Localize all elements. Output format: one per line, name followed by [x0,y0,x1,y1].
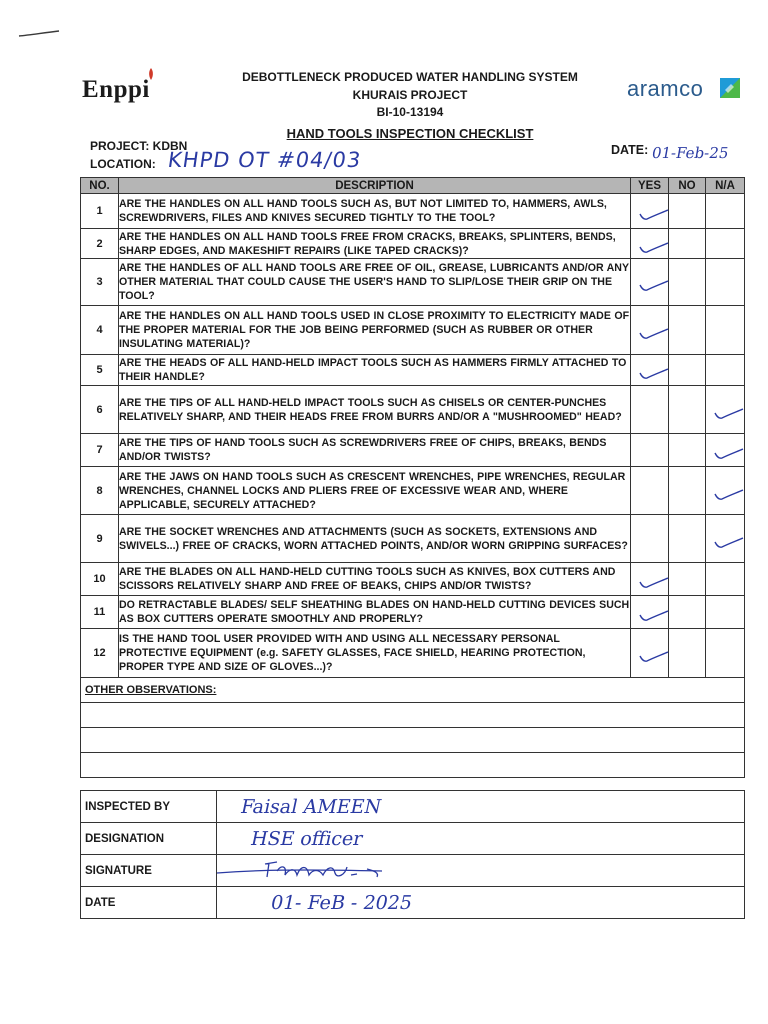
observations-row [81,678,745,703]
yes-cell[interactable] [631,563,669,596]
document-header [200,69,620,142]
checklist-row [81,434,745,467]
aramco-logo: aramco [627,76,703,102]
no-cell[interactable] [669,515,706,563]
yes-cell[interactable] [631,306,669,355]
row-number: 10 [81,563,119,596]
row-description: ARE THE HANDLES ON ALL HAND TOOLS USED IN CLOSE PROXIMITY TO ELECTRICITY MADE OF THE PROPER MATERIAL FOR THE JOB BEING PERFORMED (SUCH AS RUBBER OR OTHER INSULATING MATERIAL)? [119,306,631,355]
na-cell[interactable] [706,563,745,596]
check-mark-icon [712,404,746,422]
location-label: LOCATION: [90,157,156,171]
checklist-row [81,629,745,678]
row-number: 7 [81,434,119,467]
checklist-row [81,596,745,629]
check-mark-icon [637,364,671,382]
na-cell[interactable] [706,434,745,467]
signoff-date-label: DATE [81,887,217,919]
no-cell[interactable] [669,434,706,467]
col-header-no-answer: NO [669,178,706,194]
signature-label: SIGNATURE [81,855,217,887]
row-description: ARE THE SOCKET WRENCHES AND ATTACHMENTS (SUCH AS SOCKETS, EXTENSIONS AND SWIVELS...) FREE OF CRACKS, WORN ATTACHED POINTS, AND/OR WORN GRIPPING SURFACES? [119,515,631,563]
check-mark-icon [637,573,671,591]
row-number: 8 [81,467,119,515]
yes-cell[interactable] [631,629,669,678]
check-mark-icon [637,606,671,624]
na-cell[interactable] [706,259,745,306]
no-cell[interactable] [669,563,706,596]
flame-icon [148,68,154,80]
yes-cell[interactable] [631,467,669,515]
enppi-logo: Enppi [82,76,150,104]
check-mark-icon [637,324,671,342]
observations-label: OTHER OBSERVATIONS: [85,684,217,696]
checklist-row [81,386,745,434]
row-description: ARE THE HANDLES ON ALL HAND TOOLS SUCH AS, BUT NOT LIMITED TO, HAMMERS, AWLS, SCREWDRIVERS, FILES AND KNIVES SECURED TIGHTLY TO THE TOOL? [119,194,631,229]
location-value: KHPD OT #04/03 [166,148,363,172]
no-cell[interactable] [669,194,706,229]
col-header-description: DESCRIPTION [119,178,631,194]
row-description: ARE THE HANDLES OF ALL HAND TOOLS ARE FREE OF OIL, GREASE, LUBRICANTS AND/OR ANY OTHER MATERIAL THAT COULD CAUSE THE USER'S HAND TO SLIP/LOSE THEIR GRIP ON THE TOOL? [119,259,631,306]
page-title: HAND TOOLS INSPECTION CHECKLIST [286,125,534,141]
checklist-header-row [81,178,745,194]
date-label: DATE: [611,143,649,157]
yes-cell[interactable] [631,434,669,467]
check-mark-icon [712,444,746,462]
row-number: 4 [81,306,119,355]
checklist-row [81,306,745,355]
signature-row [81,855,745,887]
no-cell[interactable] [669,355,706,386]
row-number: 11 [81,596,119,629]
designation-label: DESIGNATION [81,823,217,855]
col-header-no: NO. [81,178,119,194]
row-description: IS THE HAND TOOL USER PROVIDED WITH AND USING ALL NECESSARY PERSONAL PROTECTIVE EQUIPMENT (e.g. SAFETY GLASSES, FACE SHIELD, HEARING PROTECTION, PROPER TYPE AND SIZE OF GLOVES...)? [119,629,631,678]
yes-cell[interactable] [631,194,669,229]
date-value: 01-Feb-25 [650,144,730,162]
na-cell[interactable] [706,386,745,434]
na-cell[interactable] [706,229,745,259]
row-description: ARE THE HANDLES ON ALL HAND TOOLS FREE FROM CRACKS, BREAKS, SPLINTERS, BENDS, SHARP EDGES, AND MAKESHIFT REPAIRS (LIKE TAPED CRACKS)? [119,229,631,259]
yes-cell[interactable] [631,355,669,386]
checklist-row [81,355,745,386]
observations-line[interactable] [81,703,745,728]
col-header-yes: YES [631,178,669,194]
inspected-by-label: INSPECTED BY [81,791,217,823]
signoff-table [80,790,745,919]
col-header-na: N/A [706,178,745,194]
checklist-row [81,194,745,229]
check-mark-icon [637,205,671,223]
project-label: PROJECT: KDBN [90,139,188,153]
check-mark-icon [637,276,671,294]
yes-cell[interactable] [631,386,669,434]
na-cell[interactable] [706,515,745,563]
yes-cell[interactable] [631,229,669,259]
yes-cell[interactable] [631,515,669,563]
system-title: DEBOTTLENECK PRODUCED WATER HANDLING SYSTEM [242,70,578,84]
checklist-row [81,563,745,596]
row-description: ARE THE TIPS OF HAND TOOLS SUCH AS SCREWDRIVERS FREE OF CHIPS, BREAKS, BENDS AND/OR TWISTS? [119,434,631,467]
document-number: BI-10-13194 [376,105,444,119]
na-cell[interactable] [706,194,745,229]
checklist-row [81,467,745,515]
designation-value[interactable]: HSE officer [217,823,745,855]
no-cell[interactable] [669,467,706,515]
checklist-row [81,515,745,563]
check-mark-icon [637,647,671,665]
inspected-by-row [81,791,745,823]
row-number: 3 [81,259,119,306]
aramco-mark-icon [720,78,740,98]
row-number: 5 [81,355,119,386]
na-cell[interactable] [706,355,745,386]
row-description: ARE THE HEADS OF ALL HAND-HELD IMPACT TOOLS SUCH AS HAMMERS FIRMLY ATTACHED TO THEIR HANDLE? [119,355,631,386]
checklist-row [81,229,745,259]
designation-row [81,823,745,855]
observations-line[interactable] [81,753,745,778]
row-description: ARE THE BLADES ON ALL HAND-HELD CUTTING TOOLS SUCH AS KNIVES, BOX CUTTERS AND SCISSORS RELATIVELY SHARP AND FREE OF BEAKS, CHIPS AND/OR TWISTS? [119,563,631,596]
row-number: 6 [81,386,119,434]
na-cell[interactable] [706,596,745,629]
row-number: 9 [81,515,119,563]
yes-cell[interactable] [631,259,669,306]
observations-line[interactable] [81,728,745,753]
handwritten-signature [217,855,417,886]
row-description: ARE THE JAWS ON HAND TOOLS SUCH AS CRESCENT WRENCHES, PIPE WRENCHES, REGULAR WRENCHES, CHANNEL LOCKS AND PLIERS FREE OF EXCESSIVE WEAR AND, WHERE APPLICABLE, SECURELY ATTACHED? [119,467,631,515]
no-cell[interactable] [669,229,706,259]
row-description: ARE THE TIPS OF ALL HAND-HELD IMPACT TOOLS SUCH AS CHISELS OR CENTER-PUNCHES RELATIVELY SHARP, AND THEIR HEADS FREE FROM BURRS AND/OR A "MUSHROOMED" HEAD? [119,386,631,434]
yes-cell[interactable] [631,596,669,629]
checklist-table [80,177,745,778]
row-number: 12 [81,629,119,678]
date-row [81,887,745,919]
no-cell[interactable] [669,596,706,629]
na-cell[interactable] [706,629,745,678]
check-mark-icon [712,533,746,551]
row-description: DO RETRACTABLE BLADES/ SELF SHEATHING BLADES ON HAND-HELD CUTTING DEVICES SUCH AS BOX CUTTERS OPERATE SMOOTHLY AND PROPERLY? [119,596,631,629]
no-cell[interactable] [669,629,706,678]
signature-value[interactable] [217,855,745,887]
row-number: 1 [81,194,119,229]
check-mark-icon [712,485,746,503]
checklist-row [81,259,745,306]
na-cell[interactable] [706,467,745,515]
signoff-date-value[interactable]: 01- FeB - 2025 [217,887,745,919]
row-number: 2 [81,229,119,259]
project-name: KHURAIS PROJECT [352,87,468,102]
no-cell[interactable] [669,306,706,355]
stray-pen-mark [18,30,60,38]
no-cell[interactable] [669,386,706,434]
na-cell[interactable] [706,306,745,355]
inspected-by-value[interactable]: Faisal AMEEN [217,791,745,823]
check-mark-icon [637,238,671,256]
no-cell[interactable] [669,259,706,306]
